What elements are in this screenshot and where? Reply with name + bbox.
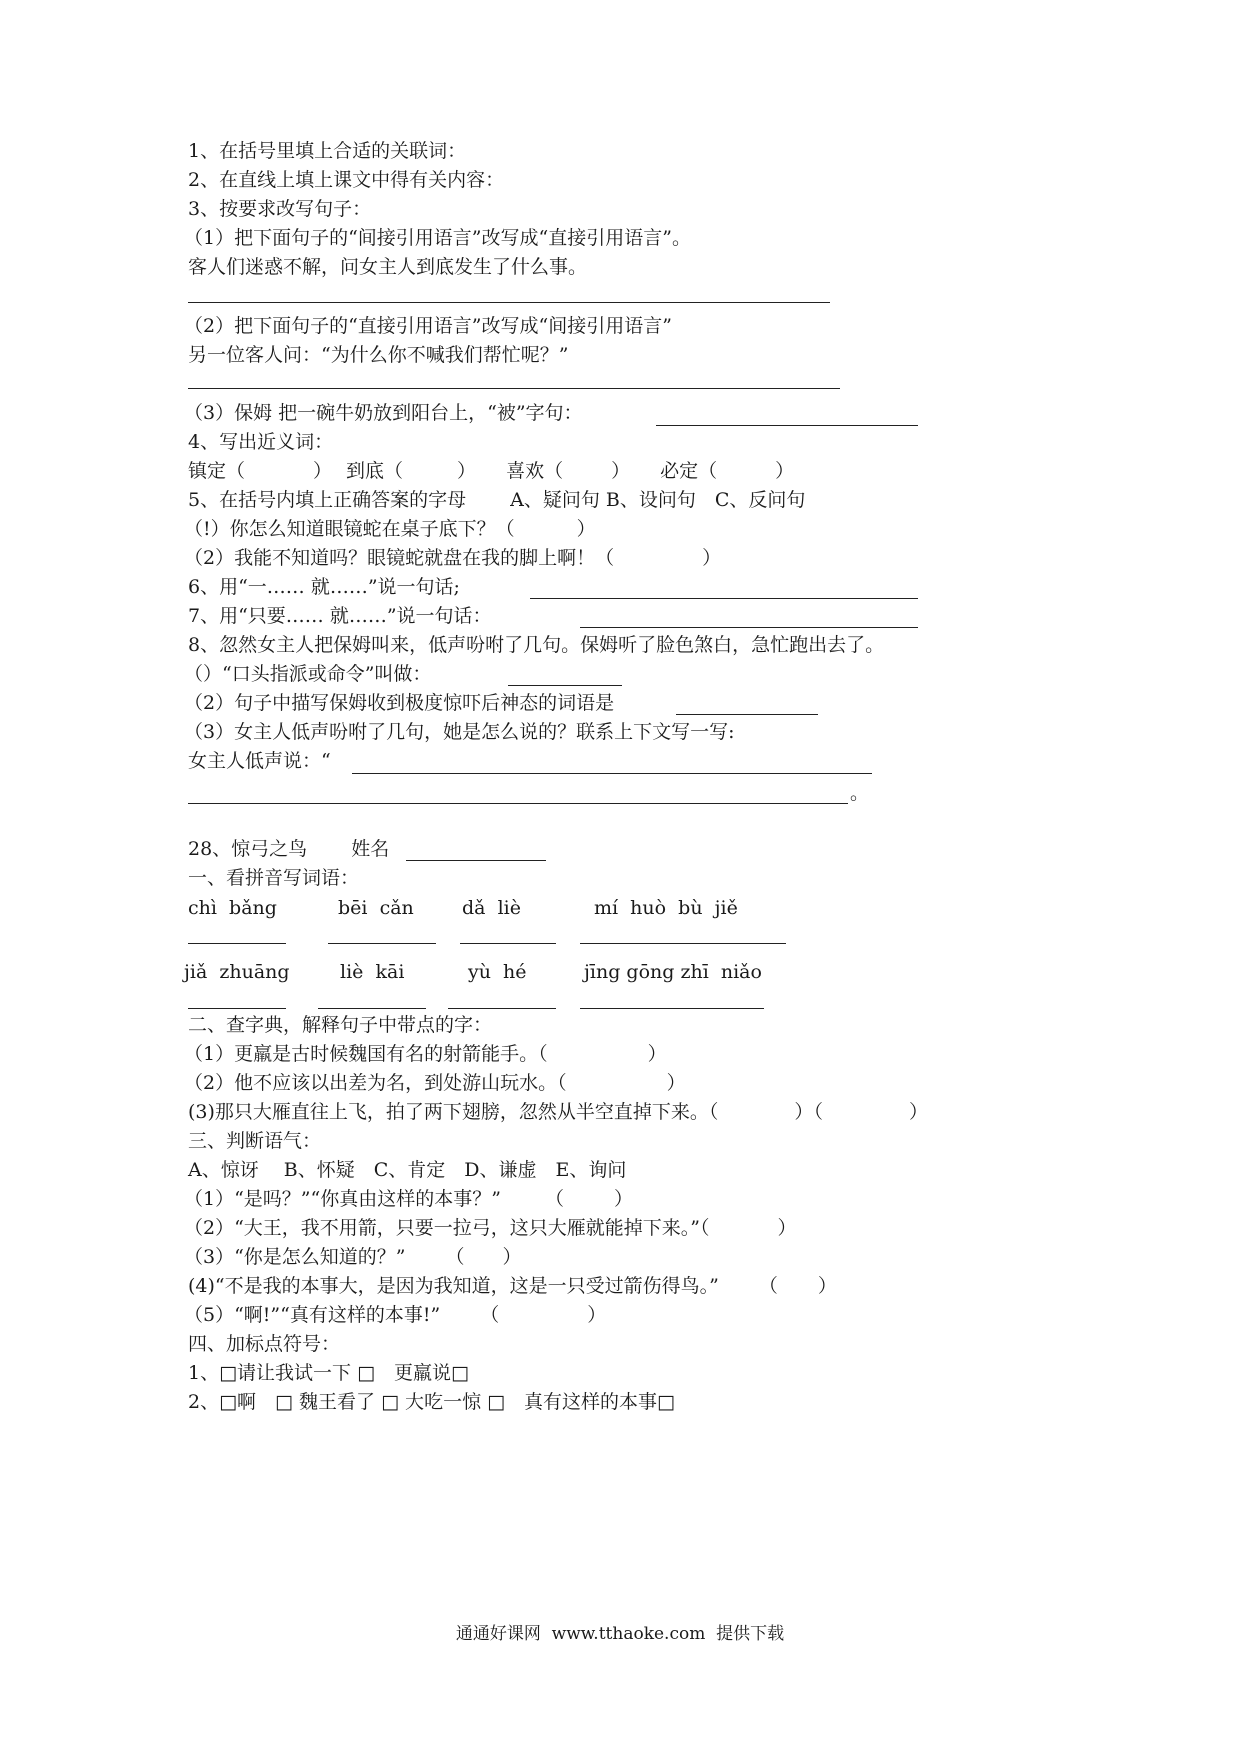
question-2: 2、在直线上填上课文中得有关内容：: [188, 169, 505, 191]
pinyin-dalie: dǎ liè: [462, 897, 521, 919]
writing-line-6[interactable]: [318, 1008, 426, 1009]
section-2-q2: （2）他不应该以出差为名，到处游山玩水。（ ）: [184, 1072, 686, 1094]
question-8-3-answer-label: 女主人低声说：“: [188, 750, 331, 772]
question-6: 6、用“一…… 就……”说一句话;: [188, 576, 460, 598]
question-5-prompt: 5、在括号内填上正确答案的字母: [188, 489, 467, 511]
answer-line-7[interactable]: [580, 627, 918, 628]
question-4-words: [188, 458, 794, 484]
section-4-title: 四、加标点符号：: [188, 1333, 341, 1355]
question-3: 3、按要求改写句子：: [188, 198, 372, 220]
paren-close: ）: [313, 460, 333, 482]
answer-line-6[interactable]: [530, 598, 918, 599]
question-1: 1、在括号里填上合适的关联词：: [188, 140, 467, 162]
question-5-1: （!）你怎么知道眼镜蛇在桌子底下？（ ）: [184, 518, 596, 540]
section-3-q2: （2）“大王，我不用箭，只要一拉弓，这只大雁就能掉下来。”（ ）: [184, 1217, 797, 1239]
section-3-q1: （1）“是吗？”“你真由这样的本事？” （ ）: [184, 1188, 633, 1210]
word-biding: 必定（: [660, 460, 718, 482]
question-8-3: （3）女主人低声吩咐了几句，她是怎么说的？联系上下文写一写:: [184, 721, 735, 743]
paren-close: ）: [775, 460, 795, 482]
word-xihuan: 喜欢（: [506, 460, 564, 482]
writing-line-3[interactable]: [460, 943, 556, 944]
question-8-1: （）“口头指派或命令”叫做：: [184, 663, 432, 685]
section-4-q2: 2、□啊 □ 魏王看了 □ 大吃一惊 □ 真有这样的本事□: [188, 1391, 676, 1413]
pinyin-jinggongzhiniao: jīng gōng zhī niǎo: [584, 961, 762, 983]
pinyin-chibang: chì bǎng: [188, 897, 277, 919]
writing-line-4[interactable]: [580, 943, 786, 944]
section-1-title: 一、看拼音写词语：: [188, 867, 360, 889]
pinyin-yuhe: yù hé: [468, 961, 527, 983]
writing-line-8[interactable]: [580, 1008, 764, 1009]
answer-line-3-2[interactable]: [188, 388, 840, 389]
question-5: [188, 487, 805, 513]
word-zhending: 镇定（: [188, 460, 246, 482]
answer-line-3-1[interactable]: [188, 302, 830, 303]
paren-close: ）: [611, 460, 631, 482]
section-2-title: 二、查字典，解释句子中带点的字：: [188, 1014, 493, 1036]
section-4-q1: 1、□请让我试一下 □ 更羸说□: [188, 1362, 469, 1384]
name-field[interactable]: [406, 860, 546, 861]
question-3-1: （1）把下面句子的“间接引用语言”改写成“直接引用语言”。: [184, 227, 691, 249]
pinyin-jiazhuang: jiǎ zhuāng: [184, 961, 290, 983]
section-2-q3: (3)那只大雁直往上飞，拍了两下翅膀，忽然从半空直掉下来。（ ）（ ）: [188, 1101, 928, 1123]
footer-credit: 通通好课网 www.tthaoke.com 提供下载: [455, 1624, 785, 1644]
full-stop: 。: [850, 782, 870, 804]
writing-line-2[interactable]: [328, 943, 436, 944]
question-3-2: （2）把下面句子的“直接引用语言”改写成“间接引用语言”: [184, 315, 672, 337]
section-2-q1: （1）更羸是古时候魏国有名的射箭能手。（ ）: [184, 1043, 667, 1065]
lesson-title-row: [188, 836, 389, 862]
section-3-q4: (4)“不是我的本事大，是因为我知道，这是一只受过箭伤得鸟。” （ ）: [188, 1275, 837, 1297]
writing-line-7[interactable]: [448, 1008, 556, 1009]
answer-line-8-3b[interactable]: [188, 803, 848, 804]
section-3-q3: （3）“你是怎么知道的？” （ ）: [184, 1246, 522, 1268]
question-8: 8、忽然女主人把保姆叫来，低声吩咐了几句。保姆听了脸色煞白，急忙跑出去了。: [188, 634, 885, 656]
section-3-q5: （5）“啊!”“真有这样的本事!” （ ）: [184, 1304, 607, 1326]
question-3-1-sentence: 客人们迷惑不解，问女主人到底发生了什么事。: [188, 256, 588, 278]
pinyin-mihuobujie: mí huò bù jiě: [594, 897, 738, 919]
writing-line-5[interactable]: [188, 1008, 286, 1009]
question-5-options: A、疑问句 B、设问句 C、反问句: [510, 489, 806, 511]
question-4: 4、写出近义词：: [188, 431, 334, 453]
question-7: 7、用“只要…… 就……”说一句话：: [188, 605, 492, 627]
answer-line-8-2[interactable]: [676, 714, 818, 715]
question-3-2-sentence: 另一位客人问：“为什么你不喊我们帮忙呢？”: [188, 344, 569, 366]
name-label: 姓名: [351, 838, 390, 860]
answer-line-3-3[interactable]: [656, 425, 918, 426]
answer-line-8-3a[interactable]: [352, 773, 872, 774]
answer-line-8-1[interactable]: [508, 685, 622, 686]
word-daodi: 到底（: [346, 460, 404, 482]
question-8-2: （2）句子中描写保姆收到极度惊吓后神态的词语是: [184, 692, 615, 714]
paren-close: ）: [457, 460, 477, 482]
pinyin-beican: bēi cǎn: [338, 897, 414, 919]
question-3-3: （3）保姆 把一碗牛奶放到阳台上，“被”字句：: [184, 402, 583, 424]
lesson-title: 28、惊弓之鸟: [188, 838, 308, 860]
section-3-title: 三、判断语气：: [188, 1130, 322, 1152]
writing-line-1[interactable]: [188, 943, 286, 944]
section-3-options: A、惊讶 B、怀疑 C、肯定 D、谦虚 E、询问: [188, 1159, 627, 1181]
question-5-2: （2）我能不知道吗？眼镜蛇就盘在我的脚上啊！（ ）: [184, 547, 722, 569]
pinyin-liekai: liè kāi: [340, 961, 405, 983]
